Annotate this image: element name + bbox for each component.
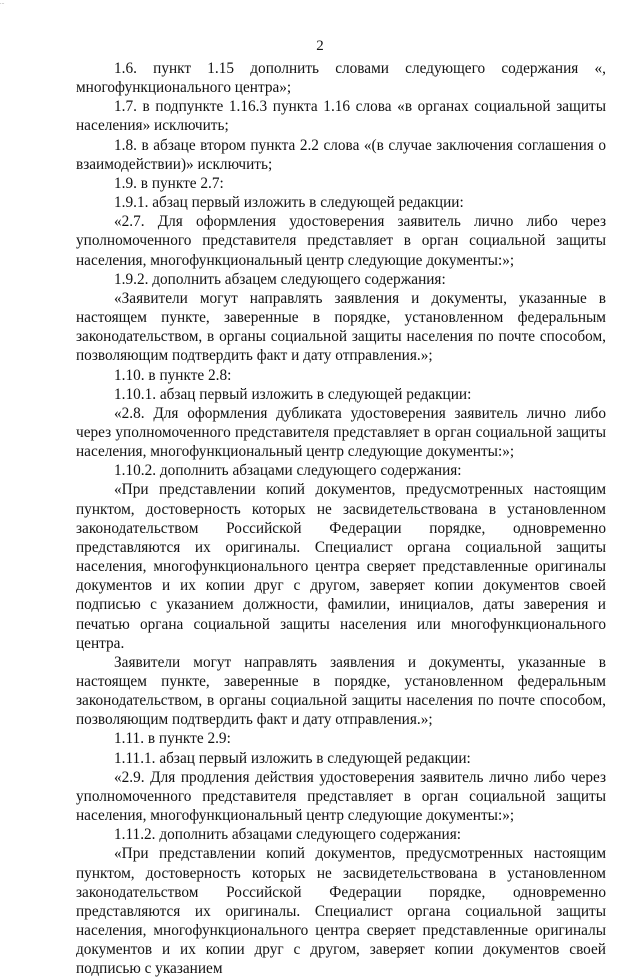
paragraph: «2.9. Для продления действия удостоверения заявитель лично либо через уполномоченного представителя представляет в орган социальной защиты населения, многофункциональный центр следующие документы:»; bbox=[76, 768, 606, 825]
corner-mark: ... bbox=[0, 0, 5, 6]
paragraph: 1.9.1. абзац первый изложить в следующей редакции: bbox=[114, 194, 464, 212]
paragraph: 1.11.1. абзац первый изложить в следующей редакции: bbox=[114, 749, 471, 767]
paragraph: 1.10. в пункте 2.8: bbox=[114, 366, 232, 384]
page-number: 2 bbox=[316, 38, 324, 54]
paragraph: 1.8. в абзаце втором пункта 2.2 слова «(в случае заключения соглашения о взаимодействии)» исключить; bbox=[76, 136, 606, 173]
paragraph: «При представлении копий документов, предусмотренных настоящим пунктом, достоверность которых не засвидетельствована в установленном законодательством Российской Федерации порядке, одновременно представляются их оригиналы. Специалист органа социальной защиты населения, многофункционального центра сверяет представленные оригиналы документов и их копии друг с другом, заверяет копии документов своей подписью с указанием bbox=[76, 845, 606, 978]
paragraph: 1.10.1. абзац первый изложить в следующей редакции: bbox=[114, 385, 472, 403]
paragraph: «Заявители могут направлять заявления и документы, указанные в настоящем пункте, заверенные в порядке, установленном федеральным законодательством, в органы социальной защиты населения по почте способом, позволяющим подтвердить факт и дату отправления.»; bbox=[76, 289, 606, 365]
document-body bbox=[76, 59, 606, 979]
paragraph: Заявители могут направлять заявления и документы, указанные в настоящем пункте, заверенные в порядке, установленном федеральным законодательством, в органы социальной защиты населения по почте способом, позволяющим подтвердить факт и дату отправления.»; bbox=[76, 653, 606, 729]
paragraph: 1.7. в подпункте 1.16.3 пункта 1.16 слова «в органах социальной защиты населения» исключить; bbox=[76, 98, 606, 135]
paragraph: «2.7. Для оформления удостоверения заявитель лично либо через уполномоченного представителя представляет в орган социальной защиты населения, многофункциональный центр следующие документы:»; bbox=[76, 213, 606, 269]
paragraph: 1.9. в пункте 2.7: bbox=[114, 174, 224, 192]
paragraph: 1.9.2. дополнить абзацем следующего содержания: bbox=[114, 270, 446, 288]
paragraph: 1.10.2. дополнить абзацами следующего содержания: bbox=[114, 462, 462, 480]
paragraph: «2.8. Для оформления дубликата удостоверения заявитель лично либо через уполномоченного представителя представляет в орган социальной защиты населения, многофункциональный центр следующие документы:»; bbox=[76, 404, 606, 461]
paragraph: «При представлении копий документов, предусмотренных настоящим пунктом, достоверность которых не засвидетельствована в установленном законодательством Российской Федерации порядке, одновременно представляются их оригиналы. Специалист органа социальной защиты населения, многофункционального центра сверяет представленные оригиналы документов и их копии друг с другом, заверяет копии документов своей подписью с указанием должности, фамилии, инициалов, даты заверения и печатью органа социальной защиты населения или многофункционального центра. bbox=[76, 481, 606, 652]
paragraph: 1.6. пункт 1.15 дополнить словами следующего содержания «, многофункционального центра»; bbox=[76, 60, 606, 97]
paragraph: 1.11. в пункте 2.9: bbox=[114, 730, 231, 748]
paragraph: 1.11.2. дополнить абзацами следующего содержания: bbox=[114, 826, 461, 844]
